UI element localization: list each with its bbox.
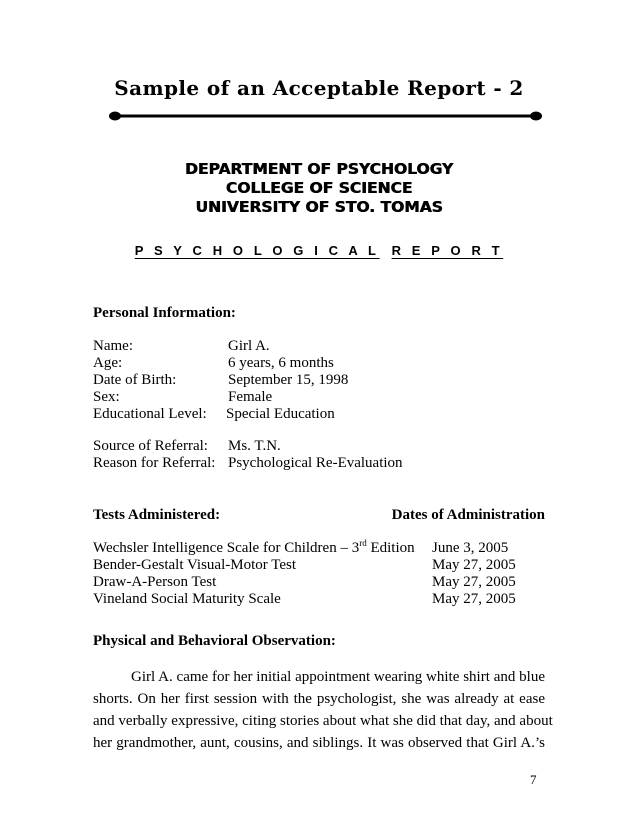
page-number: 7 [530, 772, 537, 787]
paragraph-line: her grandmother, aunt, cousins, and siblings. It was observed that Girl A.’s [93, 735, 545, 751]
test-date: May 27, 2005 [432, 557, 516, 573]
test-row [93, 574, 545, 591]
college-name: COLLEGE OF SCIENCE [225, 179, 413, 197]
department-name: DEPARTMENT OF PSYCHOLOGY [184, 160, 454, 178]
report-heading-word2: R E P O R T [391, 243, 504, 258]
department-heading [0, 160, 638, 217]
info-key: Name: [93, 338, 133, 354]
info-value: 6 years, 6 months [228, 355, 334, 371]
university-name: UNIVERSITY OF STO. TOMAS [195, 198, 443, 216]
test-date: May 27, 2005 [432, 591, 516, 607]
test-date: June 3, 2005 [432, 540, 509, 556]
observation-label: Physical and Behavioral Observation: [93, 633, 336, 649]
info-key: Educational Level: [93, 406, 207, 422]
referral-key: Reason for Referral: [93, 455, 216, 471]
dates-of-administration-label: Dates of Administration [391, 507, 545, 523]
info-value: Special Education [226, 406, 335, 422]
observation-paragraph [93, 666, 553, 754]
info-key: Age: [93, 355, 123, 371]
referral-value: Psychological Re-Evaluation [228, 455, 403, 471]
test-name: Vineland Social Maturity Scale [93, 591, 281, 607]
info-value: Girl A. [228, 338, 270, 354]
info-value: Female [228, 389, 273, 405]
decorative-rule [109, 111, 542, 121]
tests-header [93, 507, 545, 525]
test-name: Draw-A-Person Test [93, 574, 217, 590]
test-row [93, 540, 545, 557]
test-name-text: Wechsler Intelligence Scale for Children – 3 [93, 540, 360, 556]
referral-value: Ms. T.N. [228, 438, 281, 454]
test-name [93, 540, 415, 557]
report-heading-word1: P S Y C H O L O G I C A L [134, 243, 380, 258]
info-value: September 15, 1998 [228, 372, 349, 388]
referral-key: Source of Referral: [93, 438, 208, 454]
test-name-superscript: rd [359, 538, 367, 548]
report-heading [0, 243, 638, 258]
page-title: Sample of an Acceptable Report - 2 [114, 76, 524, 100]
paragraph-line: and verbally expressive, citing stories about what she did that day, and about [93, 713, 553, 729]
test-name: Bender-Gestalt Visual-Motor Test [93, 557, 296, 573]
info-key: Date of Birth: [93, 372, 177, 388]
info-key: Sex: [93, 389, 120, 405]
personal-information-label: Personal Information: [93, 305, 236, 321]
tests-administered-label: Tests Administered: [93, 507, 221, 523]
test-name-suffix: Edition [366, 540, 415, 556]
paragraph-line: shorts. On her first session with the psychologist, she was already at ease [93, 691, 545, 707]
test-date: May 27, 2005 [432, 574, 516, 590]
tests-table [93, 540, 545, 608]
paragraph-line: Girl A. came for her initial appointment wearing white shirt and blue [131, 669, 545, 685]
test-row [93, 591, 545, 608]
test-row [93, 557, 545, 574]
